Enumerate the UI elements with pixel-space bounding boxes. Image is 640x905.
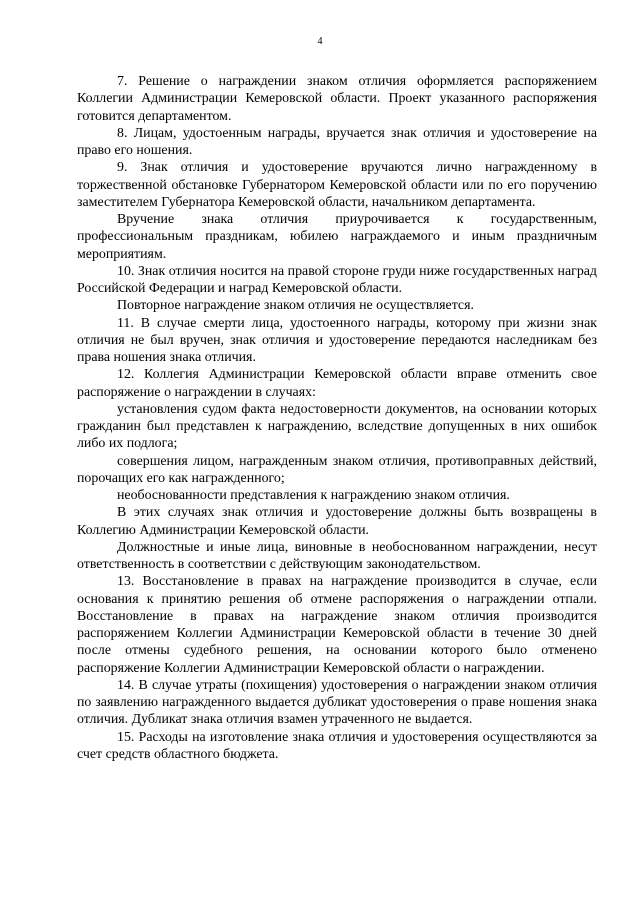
paragraph-8: 8. Лицам, удостоенным награды, вручается знак отличия и удостоверение на право его ношения.: [77, 125, 597, 158]
paragraph-12-return: В этих случаях знак отличия и удостоверение должны быть возвращены в Коллегию Администрации Кемеровской области.: [77, 505, 597, 538]
paragraph-15: 15. Расходы на изготовление знака отличия и удостоверения осуществляются за счет средств областного бюджета.: [77, 729, 597, 762]
paragraph-12-case-2: совершения лицом, награжденным знаком отличия, противоправных действий, порочащих его как награжденного;: [77, 453, 597, 486]
document-body: [77, 73, 597, 763]
paragraph-11: 11. В случае смерти лица, удостоенного награды, которому при жизни знак отличия не был вручен, знак отличия и удостоверение передаются наследникам без права ношения знака отличия.: [77, 315, 597, 365]
page-number: 4: [317, 36, 323, 47]
paragraph-10-repeat: Повторное награждение знаком отличия не осуществляется.: [117, 298, 474, 314]
paragraph-14: 14. В случае утраты (похищения) удостоверения о награждении знаком отличия по заявлению награжденного выдается дубликат удостоверения о праве ношения знака отличия. Дубликат знака отличия взамен утраченного не выдается.: [77, 677, 597, 728]
paragraph-13: 13. Восстановление в правах на награждение производится в случае, если основания к принятию решения об отмене распоряжения о награждении отпали. Восстановление в правах на награждение знаком отличия производится распоряжением Коллегии Администрации Кемеровской области в течение 30 дней после отмены судебного решения, на основании которого было отменено распоряжение Коллегии Администрации Кемеровской области о награждении.: [77, 574, 597, 676]
paragraph-9: 9. Знак отличия и удостоверение вручаются лично награжденному в торжественной обстановке Губернатором Кемеровской области или по его поручению заместителем Губернатора Кемеровской области, начальником департамента.: [77, 160, 597, 210]
paragraph-7: 7. Решение о награждении знаком отличия оформляется распоряжением Коллегии Администрации Кемеровской области. Проект указанного распоряжения готовится департаментом.: [77, 74, 597, 124]
paragraph-10: 10. Знак отличия носится на правой стороне груди ниже государственных наград Российской Федерации и наград Кемеровской области.: [77, 263, 597, 296]
paragraph-12: 12. Коллегия Администрации Кемеровской области вправе отменить свое распоряжение о награждении в случаях:: [77, 367, 597, 400]
paragraph-12-case-1: установления судом факта недостоверности документов, на основании которых гражданин был представлен к награждению, вследствие допущенных в них ошибок либо их подлога;: [77, 401, 597, 452]
paragraph-12-case-3: необоснованности представления к награждению знаком отличия.: [117, 488, 510, 503]
paragraph-12-liability: Должностные и иные лица, виновные в необоснованном награждении, несут ответственность в соответствии с действующим законодательством.: [77, 539, 597, 572]
paragraph-9-presentation: Вручение знака отличия приурочивается к государственным, профессиональным праздникам, юбилею награждаемого и иным праздничным мероприятиям.: [77, 212, 597, 262]
